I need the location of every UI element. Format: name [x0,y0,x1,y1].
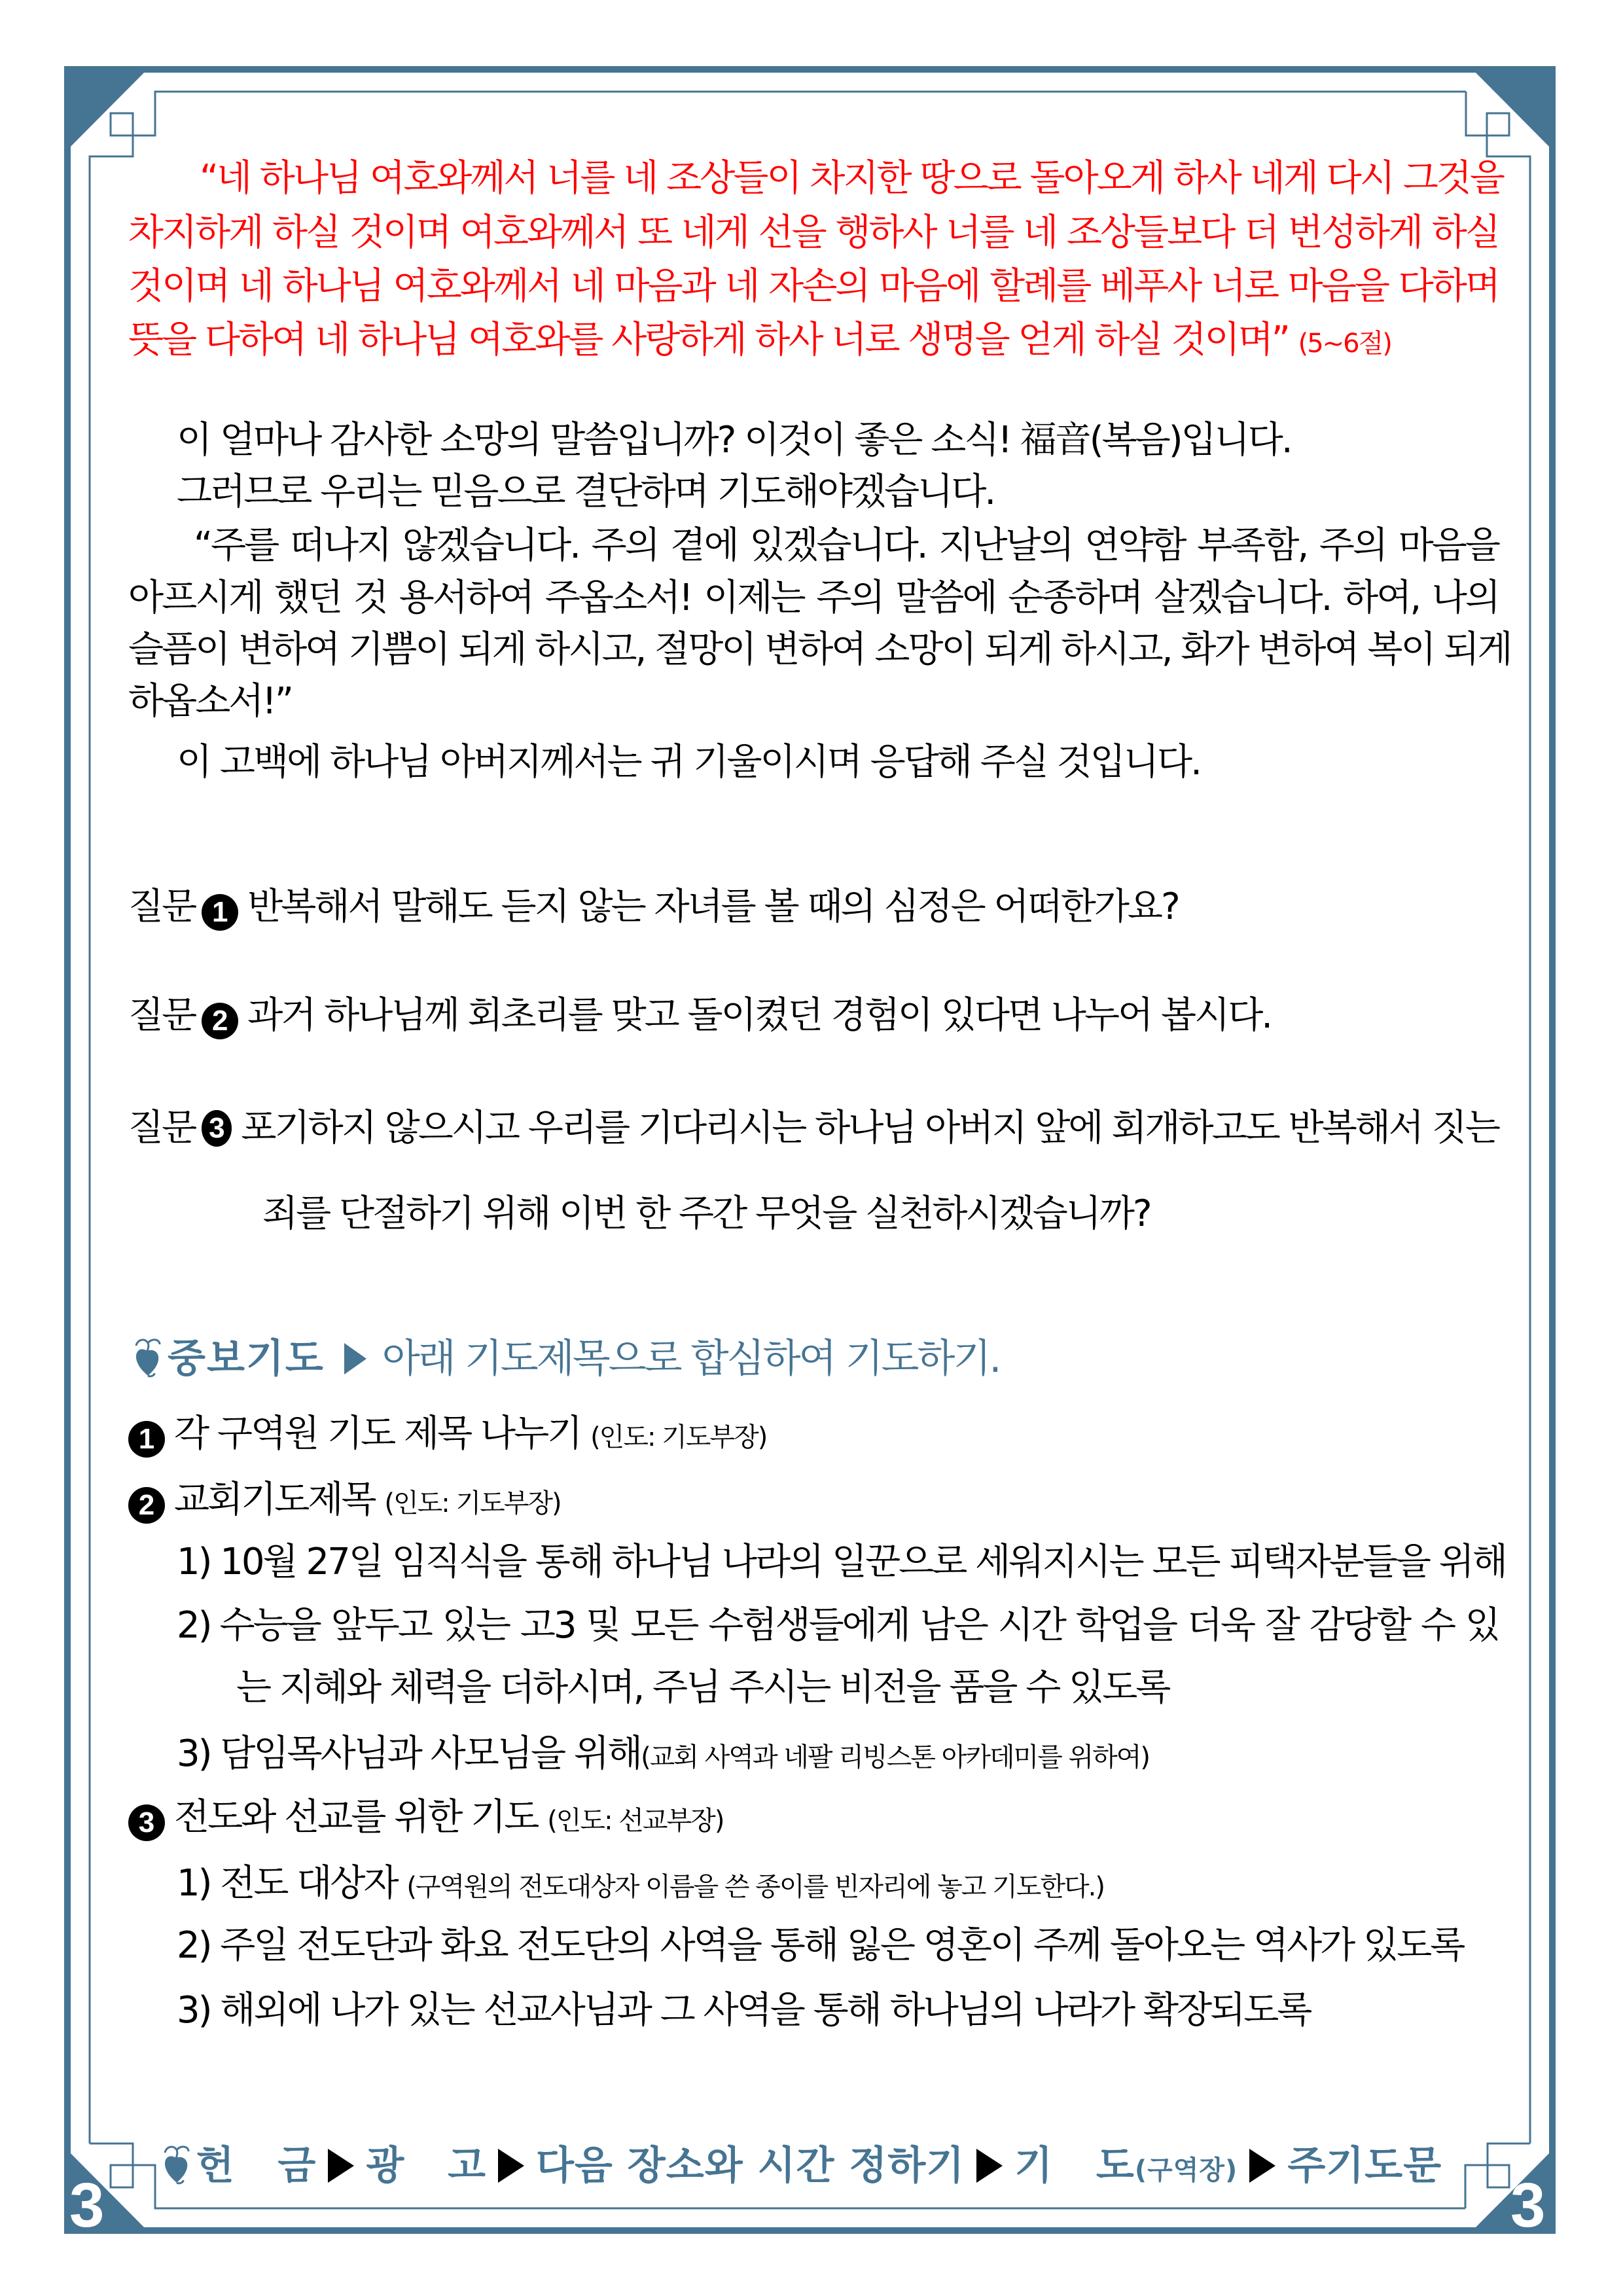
body-line: “주를 떠나지 않겠습니다. 주의 곁에 있겠습니다. 지난날의 연약함 부족함, 주의 마음을 [194,524,1499,567]
vine-heart-icon [160,2144,192,2185]
section-leader-note: (인도: 기도부장) [590,1422,767,1452]
prayer-section-2 [128,1479,561,1524]
question-text: 과거 하나님께 회초리를 맞고 돌이켰던 경험이 있다면 나누어 봅시다. [247,994,1272,1037]
section-leader-note: (인도: 기도부장) [384,1488,561,1518]
section-leader-note: (인도: 선교부장) [547,1806,724,1836]
question-3-continuation: 죄를 단절하기 위해 이번 한 주간 무엇을 실천하시겠습니까? [262,1193,1150,1235]
prayer-section-3 [128,1796,724,1841]
prayer-item [177,1732,1150,1775]
section-title: 전도와 선교를 위한 기도 [174,1796,538,1839]
body-line: 이 얼마나 감사한 소망의 말씀입니까? 이것이 좋은 소식! 福音(복음)입니다. [177,419,1291,461]
body-line: 슬픔이 변하여 기쁨이 되게 하시고, 절망이 변하여 소망이 되게 하시고, 화가 변하여 복이 되게 [128,628,1511,671]
number-1-icon: 1 [202,894,238,931]
question-label: 질문 [128,994,196,1037]
page-number-right: 3 [1510,2170,1546,2240]
question-text: 반복해서 말해도 듣지 않는 자녀를 볼 때의 심정은 어떠한가요? [247,886,1179,928]
question-1 [128,886,1179,931]
step-next-meeting: 다음 장소와 시간 정하기 [535,2143,965,2189]
body-line: 이 고백에 하나님 아버지께서는 귀 기울이시며 응답해 주실 것입니다. [177,741,1200,783]
order-of-service [131,2104,1442,2189]
item-text: 전도 대상자 [220,1862,397,1905]
item-label: 3) [177,1989,211,2032]
step-offering: 헌 금 [196,2143,317,2189]
step-announcements: 광 고 [366,2143,486,2189]
prayer-item [177,1862,1104,1905]
question-3 [128,1107,1499,1149]
prayer-instruction: 아래 기도제목으로 합심하여 기도하기. [382,1336,1000,1382]
prayer-title: 중보기도 [168,1336,325,1382]
arrow-right-icon [328,2149,354,2183]
prayer-item [177,1604,1499,1647]
step-prayer: 기 도 [1014,2143,1135,2189]
arrow-right-icon [1249,2149,1275,2183]
item-text: 주일 전도단과 화요 전도단의 사역을 통해 잃은 영혼이 주께 돌아오는 역사가 있도록 [220,1924,1464,1967]
prayer-item [177,1541,1506,1583]
vine-heart-icon [131,1336,164,1378]
item-note: (교회 사역과 네팔 리빙스톤 아카데미를 위하여) [641,1742,1150,1772]
item-note: (구역원의 전도대상자 이름을 쓴 종이를 빈자리에 놓고 기도한다.) [406,1872,1104,1902]
number-1-icon: 1 [128,1421,165,1458]
item-text: 수능을 앞두고 있는 고3 및 모든 수험생들에게 남은 시간 학업을 더욱 잘 감당할 수 있 [219,1604,1499,1647]
prayer-section-1 [128,1412,767,1458]
body-line: 하옵소서!” [128,680,292,723]
question-label: 질문 [128,886,196,928]
item-label: 2) [177,1924,211,1967]
prayer-header [131,1336,1000,1382]
arrow-right-icon [498,2149,524,2183]
question-2 [128,994,1272,1039]
scripture-line: “네 하나님 여호와께서 너를 네 조상들이 차지한 땅으로 돌아오게 하사 네게 다시 그것을 [200,157,1503,200]
item-label: 1) [177,1862,211,1905]
question-text: 포기하지 않으시고 우리를 기다리시는 하나님 아버지 앞에 회개하고도 반복해서 짓는 [241,1107,1499,1149]
play-arrow-icon [344,1343,366,1374]
number-2-icon: 2 [128,1487,165,1524]
item-text: 10월 27일 임직식을 통해 하나님 나라의 일꾼으로 세워지시는 모든 피택자분들을 위해 [220,1541,1506,1583]
step-lords-prayer: 주기도문 [1287,2143,1442,2189]
number-3-icon: 3 [202,1110,232,1147]
item-text: 담임목사님과 사모님을 위해 [220,1732,641,1775]
number-2-icon: 2 [202,1003,238,1039]
scripture-reference: (5~6절) [1298,329,1391,359]
arrow-right-icon [976,2149,1003,2183]
body-line: 그러므로 우리는 믿음으로 결단하며 기도해야겠습니다. [177,471,995,513]
scripture-line: 것이며 네 하나님 여호와께서 네 마음과 네 자손의 마음에 할례를 베푸사 너로 마음을 다하며 [128,265,1499,308]
prayer-item-continuation: 는 지혜와 체력을 더하시며, 주님 주시는 비전을 품을 수 있도록 [236,1666,1169,1709]
scripture-line [128,319,1391,361]
item-label: 1) [177,1541,211,1583]
body-line: 아프시게 했던 것 용서하여 주옵소서! 이제는 주의 말씀에 순종하며 살겠습니다. 하여, 나의 [128,577,1499,619]
question-label: 질문 [128,1107,196,1149]
prayer-item [177,1924,1464,1967]
section-title: 교회기도제목 [174,1479,375,1521]
item-text: 해외에 나가 있는 선교사님과 그 사역을 통해 하나님의 나라가 확장되도록 [220,1989,1311,2032]
item-label: 3) [177,1732,211,1775]
number-3-icon: 3 [128,1804,165,1841]
item-label: 2) [177,1604,211,1647]
scripture-line-text: 뜻을 다하여 네 하나님 여호와를 사랑하게 하사 너로 생명을 얻게 하실 것이며” [128,319,1289,361]
section-title: 각 구역원 기도 제목 나누기 [174,1412,581,1455]
step-prayer-note: (구역장) [1134,2155,1238,2185]
prayer-item [177,1989,1311,2032]
scripture-line: 차지하게 하실 것이며 여호와께서 또 네게 선을 행하사 너를 네 조상들보다 더 번성하게 하실 [128,211,1499,254]
page-number-left: 3 [69,2170,105,2240]
